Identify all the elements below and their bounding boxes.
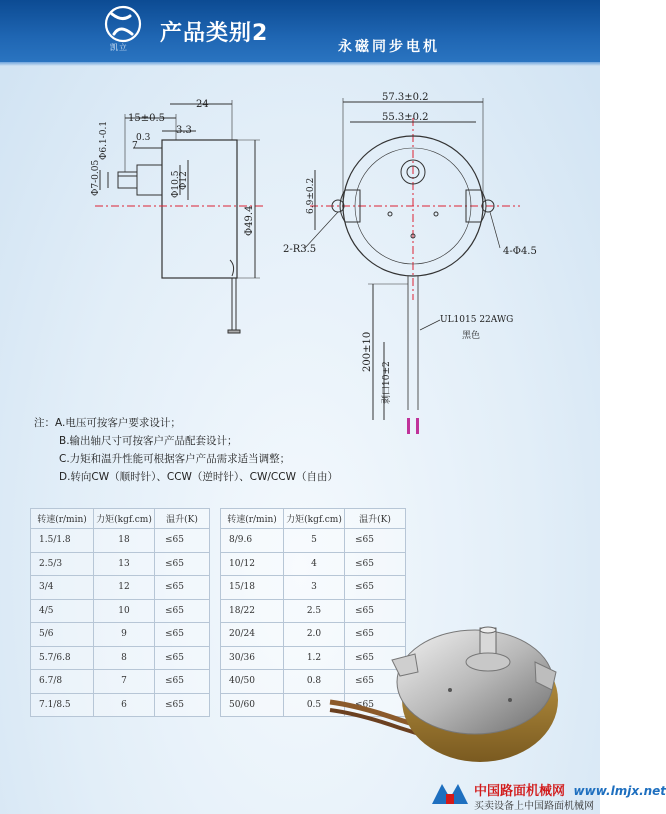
watermark-line1: 中国路面机械网	[474, 784, 566, 799]
cell-speed: 6.7/8	[31, 670, 94, 694]
table-row	[31, 670, 210, 694]
dim-d10: Φ10.5	[171, 170, 181, 198]
notes-block	[34, 414, 338, 486]
table-row	[31, 529, 210, 553]
watermark-logo-icon	[428, 780, 472, 808]
cell-torque: 9	[94, 623, 155, 647]
cell-torque: 8	[94, 646, 155, 670]
cell-temp: ≤65	[155, 529, 210, 553]
cell-torque: 1.2	[284, 646, 345, 670]
dim-57: 57.3±0.2	[382, 92, 429, 103]
dim-200: 200±10	[362, 331, 373, 372]
note-a: 注：A.电压可按客户要求设计；	[34, 417, 181, 429]
cell-temp: ≤65	[155, 646, 210, 670]
cell-temp: ≤65	[345, 693, 406, 717]
note-b: B.输出轴尺寸可按客户产品配套设计；	[59, 435, 238, 447]
cell-temp: ≤65	[345, 623, 406, 647]
watermark-url: www.lmjx.net	[573, 784, 666, 798]
table-row	[31, 646, 210, 670]
cell-temp: ≤65	[155, 576, 210, 600]
cell-torque: 6	[94, 693, 155, 717]
cell-speed: 10/12	[221, 552, 284, 576]
cell-torque: 2.5	[284, 599, 345, 623]
cell-temp: ≤65	[155, 623, 210, 647]
cell-speed: 15/18	[221, 576, 284, 600]
cell-torque: 5	[284, 529, 345, 553]
cell-torque: 2.0	[284, 623, 345, 647]
dim-7: 7	[132, 141, 138, 151]
header-bar	[0, 0, 600, 62]
watermark-slogan: 买卖设备上中国路面机械网	[474, 801, 594, 812]
cell-temp: ≤65	[345, 599, 406, 623]
table-row	[221, 576, 406, 600]
cell-temp: ≤65	[155, 670, 210, 694]
cell-speed: 18/22	[221, 599, 284, 623]
cell-temp: ≤65	[345, 576, 406, 600]
cell-speed: 30/36	[221, 646, 284, 670]
cell-speed: 5.7/6.8	[31, 646, 94, 670]
dim-55: 55.3±0.2	[382, 112, 429, 123]
technical-drawing	[0, 62, 600, 412]
cell-temp: ≤65	[155, 599, 210, 623]
table-header-row	[221, 509, 406, 529]
dim-d6: Φ6.1-0.1	[99, 120, 109, 160]
dim-3-3: 3.3	[176, 125, 192, 136]
col-temp: 温升(K)	[345, 509, 406, 529]
cell-speed: 2.5/3	[31, 552, 94, 576]
wire-spec: UL1015 22AWG	[440, 315, 514, 325]
cell-torque: 13	[94, 552, 155, 576]
dim-strip: 剥口10±2	[382, 361, 392, 404]
cell-temp: ≤65	[345, 552, 406, 576]
motor-photo-icon	[330, 610, 570, 790]
cell-torque: 3	[284, 576, 345, 600]
note-c: C.力矩和温升性能可根据客户产品需求适当调整；	[59, 453, 291, 465]
cell-torque: 0.8	[284, 670, 345, 694]
table-row	[31, 623, 210, 647]
table-row	[221, 552, 406, 576]
spec-table-left	[30, 508, 210, 717]
dim-0-3: 0.3	[136, 133, 151, 143]
dim-hole-gap: 6.9±0.2	[306, 177, 316, 214]
cell-torque: 10	[94, 599, 155, 623]
table-row	[31, 552, 210, 576]
logo-text: 凯立	[110, 43, 128, 52]
cell-temp: ≤65	[155, 552, 210, 576]
page-title: 产品类别2	[160, 21, 269, 46]
dim-holes: 4-Φ4.5	[503, 246, 537, 257]
dim-d12: Φ12	[179, 171, 189, 190]
cell-speed: 4/5	[31, 599, 94, 623]
note-d: D.转向CW（顺时针）、CCW（逆时针）、CW/CCW（自由）	[59, 471, 338, 483]
table-row	[31, 599, 210, 623]
col-torque: 力矩(kgf.cm)	[94, 509, 155, 529]
front-view	[305, 98, 520, 420]
cell-speed: 40/50	[221, 670, 284, 694]
col-speed: 转速(r/min)	[31, 509, 94, 529]
page-subtitle: 永磁同步电机	[338, 39, 440, 55]
dim-15: 15±0.5	[128, 113, 166, 124]
cell-speed: 3/4	[31, 576, 94, 600]
cell-temp: ≤65	[345, 670, 406, 694]
table-header-row	[31, 509, 210, 529]
cell-temp: ≤65	[345, 646, 406, 670]
cell-torque: 4	[284, 552, 345, 576]
table-row	[221, 529, 406, 553]
wire-color: 黑色	[462, 331, 481, 341]
cell-temp: ≤65	[155, 693, 210, 717]
cell-torque: 12	[94, 576, 155, 600]
col-temp: 温升(K)	[155, 509, 210, 529]
wire-ends-icon	[405, 418, 421, 434]
cell-speed: 1.5/1.8	[31, 529, 94, 553]
cell-temp: ≤65	[345, 529, 406, 553]
dim-d49: Φ49.4	[244, 205, 255, 236]
cell-torque: 7	[94, 670, 155, 694]
dim-r35: 2-R3.5	[283, 244, 317, 255]
cell-speed: 50/60	[221, 693, 284, 717]
cell-speed: 5/6	[31, 623, 94, 647]
col-torque: 力矩(kgf.cm)	[284, 509, 345, 529]
cell-torque: 18	[94, 529, 155, 553]
table-row	[31, 576, 210, 600]
col-speed: 转速(r/min)	[221, 509, 284, 529]
dim-24: 24	[196, 99, 209, 110]
dim-d7: Φ7-0.05	[91, 159, 101, 196]
cell-speed: 7.1/8.5	[31, 693, 94, 717]
cell-speed: 20/24	[221, 623, 284, 647]
table-row	[31, 693, 210, 717]
cell-torque: 0.5	[284, 693, 345, 717]
cell-speed: 8/9.6	[221, 529, 284, 553]
